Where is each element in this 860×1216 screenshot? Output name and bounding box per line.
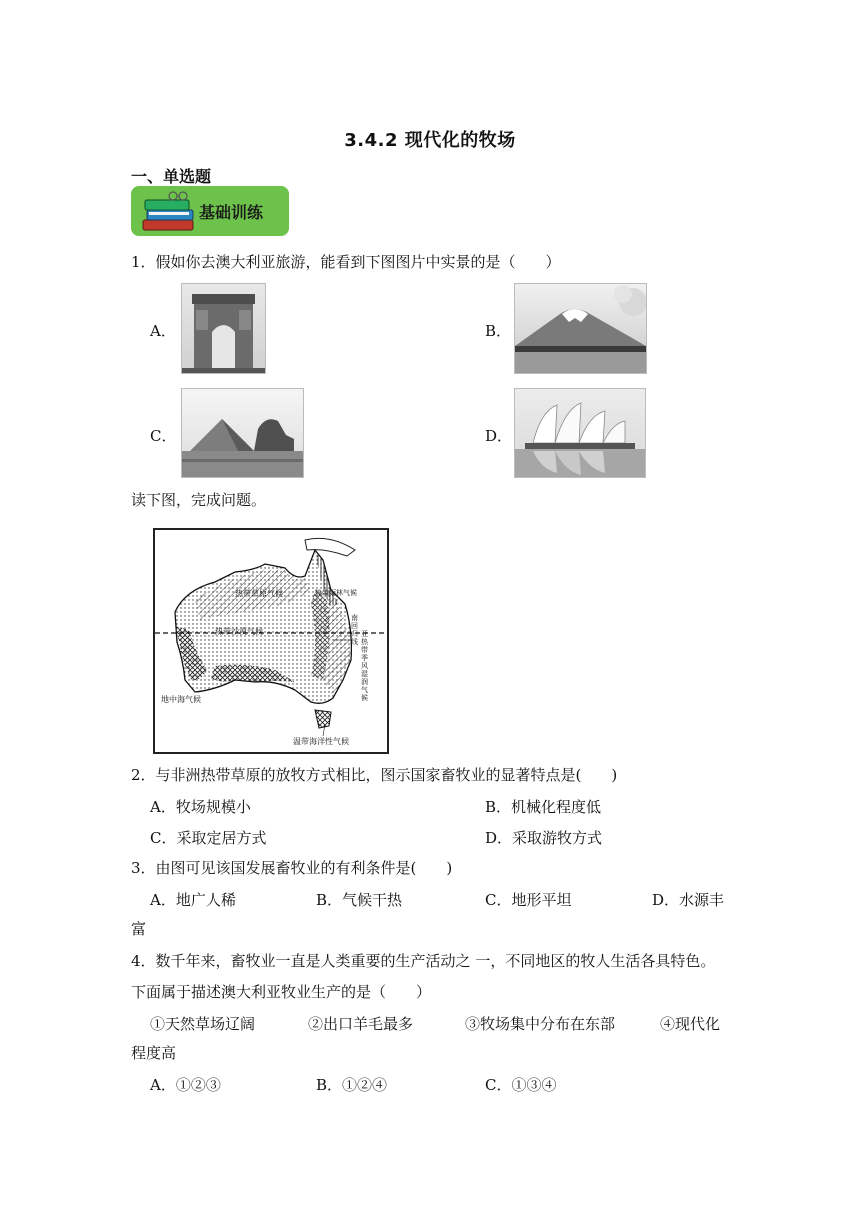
pyramid-sphinx-photo (181, 388, 304, 478)
q4-stem-line1: 4．数千年来，畜牧业一直是人类重要的生产活动之 一，不同地区的牧人生活各具特色。 (131, 952, 716, 970)
map-label-rainforest: 热带雨林气候 (315, 589, 357, 597)
badge-label: 基础训练 (199, 203, 264, 222)
map-label-humid: 亚热带季风湿润气候 (361, 630, 368, 702)
q4-statement-4-wrap: 程度高 (131, 1044, 177, 1062)
section-heading: 一、单选题 (131, 167, 212, 186)
mount-fuji-photo (514, 283, 647, 374)
map-label-desert: 热带沙漠气候 (215, 627, 263, 636)
q4-option-a[interactable]: A．①②③ (150, 1076, 221, 1094)
map-label-mediterranean: 地中海气候 (161, 695, 201, 704)
q2-option-d[interactable]: D．采取游牧方式 (485, 829, 603, 847)
q4-statement-4: ④现代化 (660, 1015, 721, 1033)
q1-stem: 1．假如你去澳大利亚旅游，能看到下图图片中实景的是（ ） (131, 253, 561, 271)
q1-option-d-letter: D． (485, 427, 513, 445)
q1-option-a-letter: A． (150, 322, 176, 340)
training-badge (131, 186, 289, 236)
q3-option-c[interactable]: C．地形平坦 (485, 891, 572, 909)
q3-stem: 3．由图可见该国发展畜牧业的有利条件是( ) (131, 859, 453, 877)
page-title: 3.4.2 现代化的牧场 (344, 130, 516, 151)
q1-option-b-letter: B． (485, 322, 512, 340)
q1-option-c-letter: C． (150, 427, 177, 445)
q4-statement-3: ③牧场集中分布在东部 (465, 1015, 616, 1033)
books-icon (139, 190, 199, 234)
map-label-savanna: 热带草原气候 (235, 589, 283, 598)
read-prompt: 读下图，完成问题。 (131, 491, 267, 509)
q2-option-b[interactable]: B．机械化程度低 (485, 798, 602, 816)
q4-option-c[interactable]: C．①③④ (485, 1076, 557, 1094)
q4-statement-2: ②出口羊毛最多 (308, 1015, 414, 1033)
q4-option-b[interactable]: B．①②④ (316, 1076, 388, 1094)
q3-option-d[interactable]: D．水源丰 (652, 891, 725, 909)
arc-de-triomphe-photo (181, 283, 266, 374)
australia-climate-map (153, 528, 389, 754)
q4-statement-1: ①天然草场辽阔 (150, 1015, 256, 1033)
map-label-tropic: 南回归线 (351, 614, 358, 646)
q3-option-b[interactable]: B．气候干热 (316, 891, 403, 909)
q2-option-a[interactable]: A．牧场规模小 (150, 798, 251, 816)
q3-option-d-wrap: 富 (131, 920, 147, 938)
q4-stem-line2: 下面属于描述澳大利亚牧业生产的是（ ） (131, 983, 432, 1001)
sydney-opera-house-photo (514, 388, 646, 478)
q2-stem: 2．与非洲热带草原的放牧方式相比，图示国家畜牧业的显著特点是( ) (131, 766, 618, 784)
q3-option-a[interactable]: A．地广人稀 (150, 891, 236, 909)
q2-option-c[interactable]: C．采取定居方式 (150, 829, 267, 847)
map-label-oceanic: 温带海洋性气候 (293, 737, 349, 746)
